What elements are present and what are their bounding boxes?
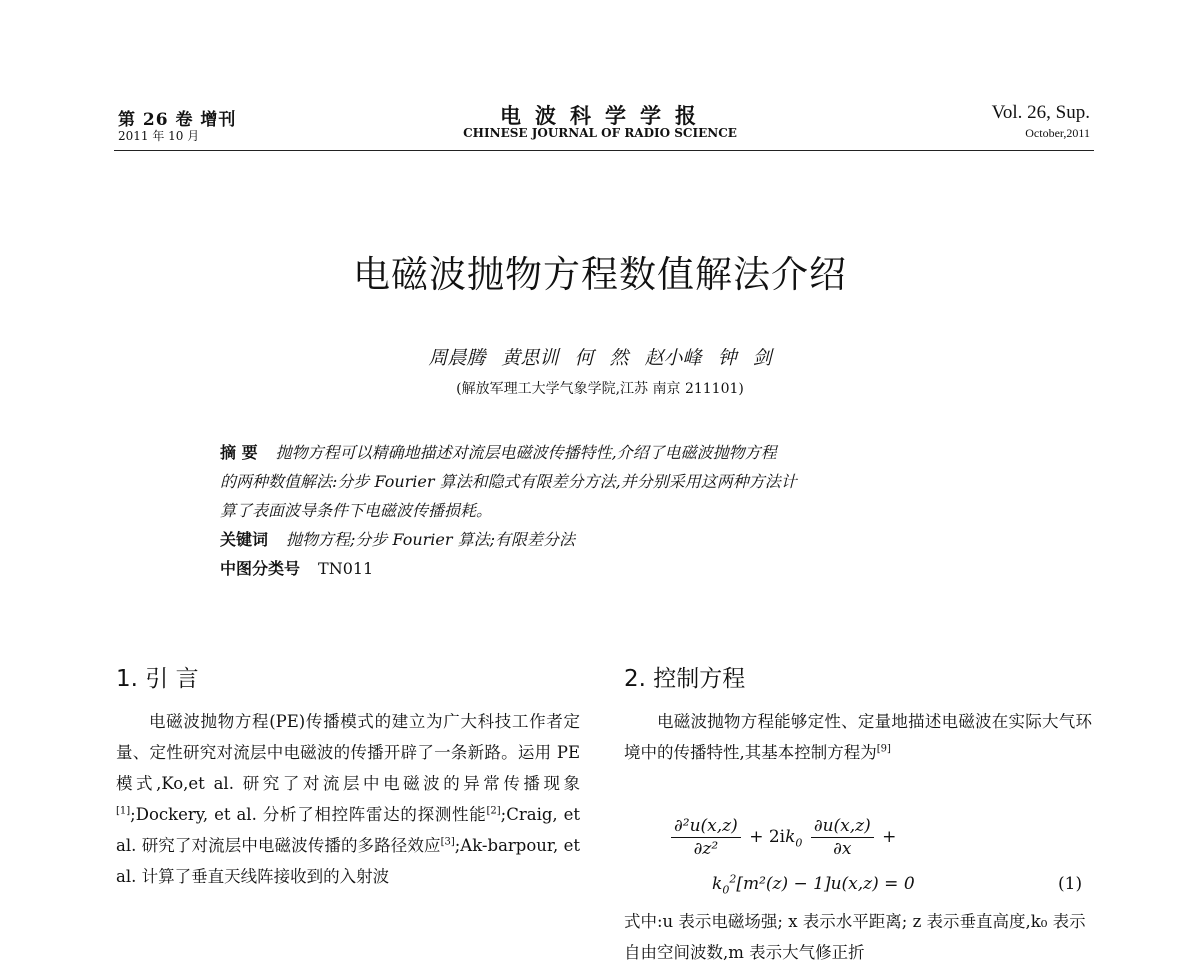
paper-authors: 周晨腾 黄思训 何 然 赵小峰 钟 剑 <box>428 347 772 369</box>
header-volume-cn: 第 26 卷 增刊 <box>118 110 237 130</box>
header-date-cn: 2011 年 10 月 <box>118 129 200 143</box>
section1-text-d: ;Ak-barpour, et al. 计算了垂直天线阵接收到的入射波 <box>116 836 580 886</box>
classification-line <box>220 554 1000 583</box>
keywords-label: 关键词 <box>220 530 269 549</box>
ref-9: [9] <box>876 743 891 755</box>
classification-label: 中图分类号 <box>220 559 301 578</box>
section1-text-a: 电磁波抛物方程(PE)传播模式的建立为广大科技工作者定量、定性研究对流层中电磁波的传播开辟了一条新路。运用 PE 模式,Ko,et al. 研究了对流层中电磁波的异常传播现象 <box>116 712 580 793</box>
ref-3: [3] <box>440 836 455 848</box>
abstract-text-2: 的两种数值解法:分步 Fourier 算法和隐式有限差分方法,并分别采用这两种方法计 <box>220 472 797 491</box>
section1-paragraph <box>116 706 580 892</box>
keywords-line <box>220 525 1000 554</box>
equation-number: (1) <box>1058 874 1083 894</box>
abstract-block <box>220 438 1000 583</box>
equation-line-1: $\frac{\text{∂²u(x,z)}}{\text{∂z²}}$ + $2ik_0$ $\frac{\partial u(x,z)}{\partial x}$ + <box>668 816 896 859</box>
equation-fraction-1: $\frac{\text{∂²u(x,z)}}{\text{∂z²}}$ <box>671 816 741 859</box>
ref-1: [1] <box>116 805 131 817</box>
section2-paragraph <box>624 706 1092 768</box>
section2-text: 电磁波抛物方程能够定性、定量地描述电磁波在实际大气环境中的传播特性,其基本控制方程为 <box>624 712 1092 762</box>
keywords-text: 抛物方程;分步 Fourier 算法;有限差分法 <box>286 530 576 549</box>
header-journal-en: CHINESE JOURNAL OF RADIO SCIENCE <box>463 126 737 140</box>
equation-fraction-2: $\frac{\partial u(x,z)}{\partial x}$ <box>811 816 874 859</box>
abstract-label: 摘 要 <box>220 443 258 462</box>
section1-heading: 1. 引 言 <box>116 666 199 692</box>
abstract-line-1 <box>220 438 1000 467</box>
header-volume-en: Vol. 26, Sup. <box>991 102 1090 123</box>
header-rule <box>114 150 1094 151</box>
section1-text-b: ;Dockery, et al. 分析了相控阵雷达的探测性能 <box>130 805 487 824</box>
abstract-text-3: 算了表面波导条件下电磁波传播损耗。 <box>220 501 493 520</box>
paper-affiliation: (解放军理工大学气象学院,江苏 南京 211101) <box>456 381 744 397</box>
section1-text-c: ;Craig, et al. 研究了对流层中电磁波传播的多路径效应 <box>116 805 580 855</box>
equation-line-2: $k_0^2[m^2(z) - 1]u(x,z) = 0$ <box>712 872 915 897</box>
section2-body <box>624 706 1092 768</box>
section2-after-equation: 式中:u 表示电磁场强; x 表示水平距离; z 表示垂直高度,k₀ 表示自由空间波数,m 表示大气修正折 <box>624 912 1086 962</box>
abstract-text-1: 抛物方程可以精确地描述对流层电磁波传播特性,介绍了电磁波抛物方程 <box>275 443 777 462</box>
ref-2: [2] <box>486 805 501 817</box>
header-journal-cn: 电波科学学报 <box>500 103 710 128</box>
section2-heading: 2. 控制方程 <box>624 666 746 692</box>
paper-title: 电磁波抛物方程数值解法介绍 <box>353 253 847 296</box>
header-date-en: October,2011 <box>1025 126 1090 140</box>
section1-body <box>116 706 580 892</box>
classification-text: TN011 <box>318 559 374 578</box>
